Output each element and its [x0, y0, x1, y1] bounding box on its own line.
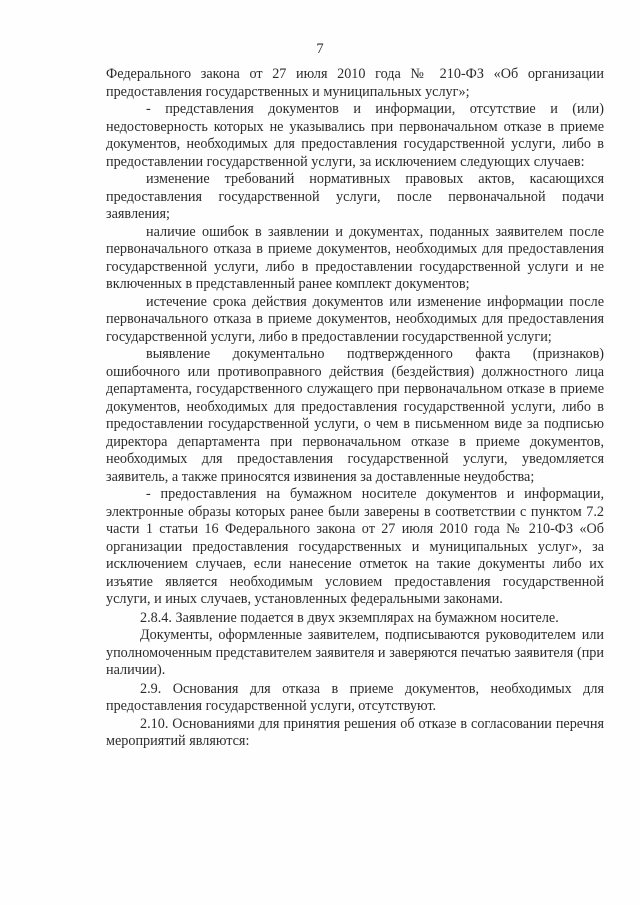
paragraph-exception-wrongful-action: выявление документально подтвержденного факта (признаков) ошибочного или противоправного действия (бездействия) должностного лица департамента, государственного служащего при первоначальном отказе в приеме документов, необходимых для предоставления государственной услуги, либо в предоставлении государственной услуги, о чем в письменном виде за подписью директора департамента при первоначальном отказе в приеме документов, необходимых для предоставления государственной услуги, уведомляется заявитель, а также приносятся извинения за доставленные неудобства;	[106, 346, 604, 485]
paragraph-2-9: 2.9. Основания для отказа в приеме документов, необходимых для предоставления государственной услуги, отсутствуют.	[106, 680, 604, 714]
page-number: 7	[316, 41, 324, 57]
paragraph-documents-not-indicated: - представления документов и информации, отсутствие и (или) недостоверность которых не указывались при первоначальном отказе в приеме документов, необходимых для предоставления государственной услуги, либо в предоставлении государственной услуги, за исключением следующих случаев:	[106, 101, 604, 170]
paragraph-exception-expiry: истечение срока действия документов или изменение информации после первоначального отказа в приеме документов, необходимых для предоставления государственной услуги, либо в предоставлении государственной услуги;	[106, 293, 604, 345]
document-body	[106, 66, 604, 751]
paragraph-paper-documents: - предоставления на бумажном носителе документов и информации, электронные образы которых ранее были заверены в соответствии с пунктом 7.2 части 1 статьи 16 Федерального закона от 27 июля 2010 года № 210-ФЗ «Об организации предоставления государственных и муниципальных услуг», за исключением случаев, если нанесение отметок на такие документы либо их изъятие является необходимым условием предоставления государственной услуги, и иных случаев, установленных федеральными законами.	[106, 486, 604, 607]
paragraph-2-8-4: 2.8.4. Заявление подается в двух экземплярах на бумажном носителе.	[140, 609, 559, 626]
paragraph-law-reference: Федерального закона от 27 июля 2010 года № 210-ФЗ «Об организации предоставления государственных и муниципальных услуг»;	[106, 66, 604, 100]
paragraph-exception-requirements-change: изменение требований нормативных правовых актов, касающихся предоставления государственной услуги, после первоначальной подачи заявления;	[106, 171, 604, 222]
paragraph-2-10: 2.10. Основаниями для принятия решения об отказе в согласовании перечня мероприятий являются:	[106, 715, 604, 749]
paragraph-exception-errors: наличие ошибок в заявлении и документах, поданных заявителем после первоначального отказа в приеме документов, необходимых для предоставления государственной услуги, либо в предоставлении государственной услуги и не включенных в представленный ранее комплект документов;	[106, 223, 604, 292]
paragraph-signing: Документы, оформленные заявителем, подписываются руководителем или уполномоченным представителем заявителя и заверяются печатью заявителя (при наличии).	[106, 627, 604, 678]
